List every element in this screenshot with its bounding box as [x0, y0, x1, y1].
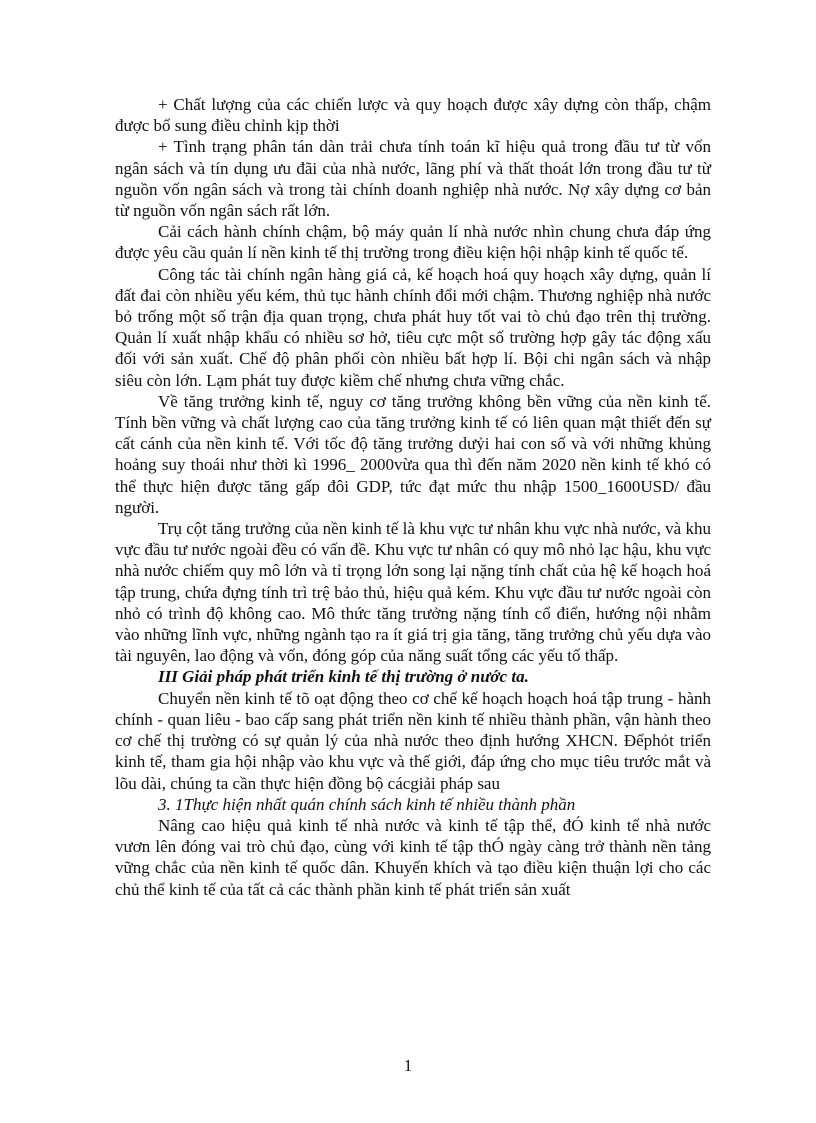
- document-body: [115, 94, 711, 900]
- bullet-investment-dispersion: + Tình trạng phân tán dàn trải chưa tính toán kĩ hiệu quả trong đầu tư từ vốn ngân sách và tín dụng ưu đãi của nhà nước, lãng phí và thất thoát lớn trong đầu tư từ nguồn vốn ngân sách và trong tài chính doanh nghiệp nhà nước. Nợ xây dựng cơ bản từ nguồn vốn ngân sách rất lớn.: [115, 137, 711, 221]
- paragraph-transition: Chuyển nền kinh tế tõ oạt động theo cơ chế kế hoạch hoạch hoá tập trung - hành chính - quan liêu - bao cấp sang phát triển nền kinh tế nhiều thành phần, vận hành theo cơ chế thị trường có sự quản lý của nhà nước theo định hướng XHCN. Đểphỏt triển kinh tế, tham gia hội nhập vào khu vực và thế giới, đáp ứng cho mục tiêu trước mắt và lõu dài, chúng ta cần thực hiện đồng bộ cácgiải pháp sau: [115, 688, 711, 793]
- paragraph-growth-risk: Về tăng trưởng kinh tế, nguy cơ tăng trưởng không bền vững của nền kinh tế. Tính bền vững và chất lượng cao của tăng trưởng kinh tế có liên quan mật thiết đến sự cất cánh của nền kinh tế. Với tốc độ tăng trưởng dưỷi hai con số và với những khủng hoảng suy thoái như thời kì 1996_ 2000vừa qua thì đến năm 2020 nền kinh tế khó có thể thực hiện được tăng gấp đôi GDP, tức đạt mức thu nhập 1500_1600USD/ đầu người.: [115, 391, 711, 517]
- paragraph-growth-pillars: Trụ cột tăng trưởng của nền kinh tế là khu vực tư nhân khu vực nhà nước, và khu vực đầu tư nước ngoài đều có vấn đề. Khu vực tư nhân có quy mô nhỏ lạc hậu, khu vực nhà nước chiếm quy mô lớn và tỉ trọng lớn song lại nặng tính chất của hệ kế hoạch hoá tập trung, chứa đựng tính trì trệ bảo thủ, hiệu quả kém. Khu vực đầu tư nước ngoài còn nhỏ có trình độ không cao. Mô thức tăng trưởng nặng tính cổ điển, hướng nội nhằm vào những lĩnh vực, những ngành tạo ra ít giá trị gia tăng, tăng trưởng chủ yếu dựa vào tài nguyên, lao động và vốn, đóng góp của năng suất tổng các yếu tố thấp.: [115, 519, 711, 666]
- paragraph-finance-banking: Công tác tài chính ngân hàng giá cả, kế hoạch hoá quy hoạch xây dựng, quản lí đất đai còn nhiều yếu kém, thủ tục hành chính đổi mới chậm. Thương nghiệp nhà nước bỏ trống một số trận địa quan trọng, chưa phát huy tốt vai tò chủ đạo trên thị trường. Quản lí xuất nhập khẩu có nhiều sơ hở, tiêu cực một số trường hợp gây tác động xấu đối với sản xuất. Chế độ phân phối còn nhiều bất hợp lí. Bội chi ngân sách và nhập siêu còn lớn. Lạm phát tuy được kiềm chế nhưng chưa vững chắc.: [115, 264, 711, 390]
- bullet-strategy-quality: + Chất lượng của các chiến lược và quy hoạch được xây dựng còn thấp, chậm được bổ sung điều chỉnh kịp thời: [115, 95, 711, 136]
- paragraph-state-economy: Nâng cao hiệu quả kinh tế nhà nước và kinh tế tập thể, đÓ kinh tế nhà nước vươn lên đóng vai trò chủ đạo, cùng với kinh tế tập thÓ ngày càng trở thành nền tảng vững chắc của nền kinh tế quốc dân. Khuyến khích và tạo điều kiện thuận lợi cho các chủ thể kinh tế của tất cả các thành phần kinh tế phát triển sản xuất: [115, 815, 711, 899]
- page-number: 1: [403, 1056, 413, 1075]
- paragraph-admin-reform: Cải cách hành chính chậm, bộ máy quản lí nhà nước nhìn chung chưa đáp ứng được yêu cầu quản lí nền kinh tế thị trường trong điều kiện hội nhập kinh tế quốc tế.: [115, 222, 711, 263]
- section-heading-solutions: III Giải pháp phát triển kinh tế thị trường ở nước ta.: [158, 667, 529, 687]
- subsection-heading-3-1: 3. 1Thực hiện nhất quán chính sách kinh tế nhiều thành phần: [158, 794, 576, 814]
